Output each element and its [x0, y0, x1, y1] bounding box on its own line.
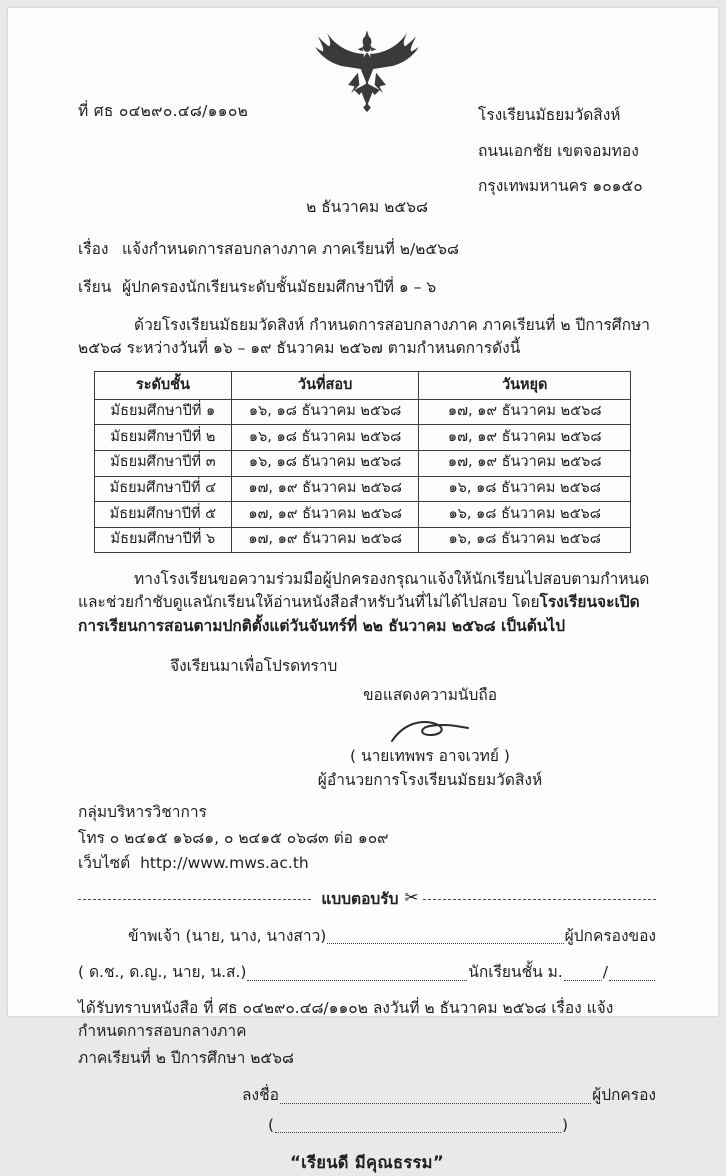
exam-schedule-table	[94, 371, 631, 553]
slip-line2-suffix: นักเรียนชั้น ม.	[468, 963, 563, 982]
guardian-signature-blank	[280, 1103, 591, 1104]
table-row	[95, 450, 631, 476]
recipient-row	[78, 276, 656, 299]
table-row	[95, 399, 631, 425]
garuda-emblem-icon	[314, 22, 420, 122]
subject-label: เรื่อง	[78, 240, 109, 259]
paren-close: )	[561, 1115, 568, 1134]
cell-grade: มัธยมศึกษาปีที่ ๒	[95, 425, 232, 451]
cut-dash-right	[423, 899, 656, 900]
contact-phone: โทร ๐ ๒๔๑๕ ๑๖๘๑, ๐ ๒๔๑๕ ๐๖๘๓ ต่อ ๑๐๙	[78, 828, 389, 847]
slip-guardian-name-line	[78, 925, 656, 948]
school-address-line2: กรุงเทพมหานคร ๑๐๑๕๐	[478, 177, 643, 196]
col-header-holidays: วันหยุด	[419, 372, 631, 400]
scissors-icon: ✂	[404, 887, 419, 908]
contact-department: กลุ่มบริหารวิชาการ	[78, 802, 207, 821]
signer-title: ผู้อำนวยการโรงเรียนมัธยมวัดสิงห์	[317, 770, 543, 789]
table-row	[95, 527, 631, 553]
col-header-grade: ระดับชั้น	[95, 372, 232, 400]
website-label: เว็บไซต์	[78, 854, 131, 873]
recipient-label: เรียน	[78, 277, 112, 296]
salutation: ขอแสดงความนับถือ	[362, 686, 498, 705]
slip-student-name-line	[78, 961, 656, 984]
slip-line1-prefix: ข้าพเจ้า (นาย, นาง, นางสาว)	[128, 927, 327, 946]
body-paragraph-2	[78, 568, 656, 638]
student-name-blank	[247, 980, 467, 981]
contact-website-line	[78, 851, 656, 877]
signature-icon	[382, 715, 478, 749]
cell-grade: มัธยมศึกษาปีที่ ๕	[95, 502, 232, 528]
cell-exam-dates: ๑๗, ๑๙ ธันวาคม ๒๕๖๘	[231, 476, 419, 502]
slip-line2-prefix: ( ด.ช., ด.ญ., นาย, น.ส.)	[78, 963, 247, 982]
document-number: ที่ ศธ ๐๔๒๙๐.๔๘/๑๑๐๒	[78, 102, 249, 120]
cell-holidays: ๑๖, ๑๘ ธันวาคม ๒๕๖๘	[419, 476, 631, 502]
cell-grade: มัธยมศึกษาปีที่ ๔	[95, 476, 232, 502]
cell-holidays: ๑๖, ๑๘ ธันวาคม ๒๕๖๘	[419, 527, 631, 553]
paren-open: (	[268, 1115, 275, 1134]
body-paragraph-1: ด้วยโรงเรียนมัธยมวัดสิงห์ กำหนดการสอบกลางภาค ภาคเรียนที่ ๒ ปีการศึกษา ๒๕๖๘ ระหว่างวันที่ ๑๖ – ๑๙ ธันวาคม ๒๕๖๗ ตามกำหนดการดังนี้	[78, 315, 650, 357]
subject-text: แจ้งกำหนดการสอบกลางภาค ภาคเรียนที่ ๒/๒๕๖๘	[122, 240, 459, 259]
signer-name: ( นายเทพพร อาจเวทย์ )	[350, 747, 510, 766]
slip-line2-separator: /	[602, 963, 608, 982]
cell-holidays: ๑๗, ๑๙ ธันวาคม ๒๕๖๘	[419, 425, 631, 451]
table-row	[95, 502, 631, 528]
cut-line	[78, 887, 656, 913]
cell-holidays: ๑๗, ๑๙ ธันวาคม ๒๕๖๘	[419, 399, 631, 425]
school-address-block	[478, 98, 643, 205]
letterhead	[78, 14, 656, 194]
subject-row	[78, 238, 656, 261]
col-header-exam-dates: วันที่สอบ	[231, 372, 419, 400]
student-room-blank	[609, 980, 655, 981]
table-header-row	[95, 372, 631, 400]
school-address-line1: ถนนเอกชัย เขตจอมทอง	[478, 141, 639, 160]
cell-exam-dates: ๑๖, ๑๘ ธันวาคม ๒๕๖๘	[231, 399, 419, 425]
cell-grade: มัธยมศึกษาปีที่ ๖	[95, 527, 232, 553]
slip-sign-line	[78, 1084, 656, 1107]
cell-grade: มัธยมศึกษาปีที่ ๓	[95, 450, 232, 476]
student-grade-blank	[564, 980, 602, 981]
guardian-name-blank	[327, 943, 563, 944]
sign-suffix: ผู้ปกครอง	[592, 1086, 656, 1105]
cell-exam-dates: ๑๖, ๑๘ ธันวาคม ๒๕๖๘	[231, 450, 419, 476]
table-row	[95, 425, 631, 451]
slip-acknowledgement-line2: ภาคเรียนที่ ๒ ปีการศึกษา ๒๕๖๘	[78, 1049, 294, 1068]
cell-exam-dates: ๑๖, ๑๘ ธันวาคม ๒๕๖๘	[231, 425, 419, 451]
slip-line1-suffix: ผู้ปกครองของ	[564, 927, 656, 946]
official-letter-page	[8, 8, 718, 1172]
slip-printed-name-line	[268, 1114, 568, 1137]
slip-acknowledgement-line1: ได้รับทราบหนังสือ ที่ ศธ ๐๔๒๙๐.๔๘/๑๑๐๒ ลงวันที่ ๒ ธันวาคม ๒๕๖๘ เรื่อง แจ้งกำหนดการสอบกลางภาค	[78, 998, 614, 1040]
sign-prefix: ลงชื่อ	[242, 1086, 279, 1105]
paragraph2-normal: ทางโรงเรียนขอความร่วมมือผู้ปกครองกรุณาแจ้งให้นักเรียนไปสอบตามกำหนด และช่วยกำชับดูแลนักเรียนให้อ่านหนังสือสำหรับวันที่ไม่ได้ไปสอบ โดย	[78, 570, 650, 612]
reply-slip-title: แบบตอบรับ	[321, 889, 399, 908]
cell-holidays: ๑๖, ๑๘ ธันวาคม ๒๕๖๘	[419, 502, 631, 528]
table-row	[95, 476, 631, 502]
school-name: โรงเรียนมัธยมวัดสิงห์	[478, 106, 621, 124]
school-motto: “เรียนดี มีคุณธรรม”	[290, 1152, 444, 1172]
letter-date: ๒ ธันวาคม ๒๕๖๘	[306, 198, 428, 216]
contact-block	[78, 800, 656, 877]
cell-holidays: ๑๗, ๑๙ ธันวาคม ๒๕๖๘	[419, 450, 631, 476]
cell-exam-dates: ๑๗, ๑๙ ธันวาคม ๒๕๖๘	[231, 502, 419, 528]
closing-line: จึงเรียนมาเพื่อโปรดทราบ	[170, 656, 338, 675]
paragraph2-bold: โรงเรียนจะเปิดการเรียนการสอนตามปกติตั้งแต่วันจันทร์ที่ ๒๒ ธันวาคม ๒๕๖๘ เป็นต้นไป	[78, 593, 640, 635]
cut-dash-left	[78, 899, 311, 900]
cell-exam-dates: ๑๗, ๑๙ ธันวาคม ๒๕๖๘	[231, 527, 419, 553]
printed-name-blank	[275, 1132, 561, 1133]
website-link: http://www.mws.ac.th	[140, 854, 309, 873]
recipient-text: ผู้ปกครองนักเรียนระดับชั้นมัธยมศึกษาปีที่ ๑ – ๖	[122, 277, 437, 296]
signature-block	[250, 684, 610, 792]
cell-grade: มัธยมศึกษาปีที่ ๑	[95, 399, 232, 425]
